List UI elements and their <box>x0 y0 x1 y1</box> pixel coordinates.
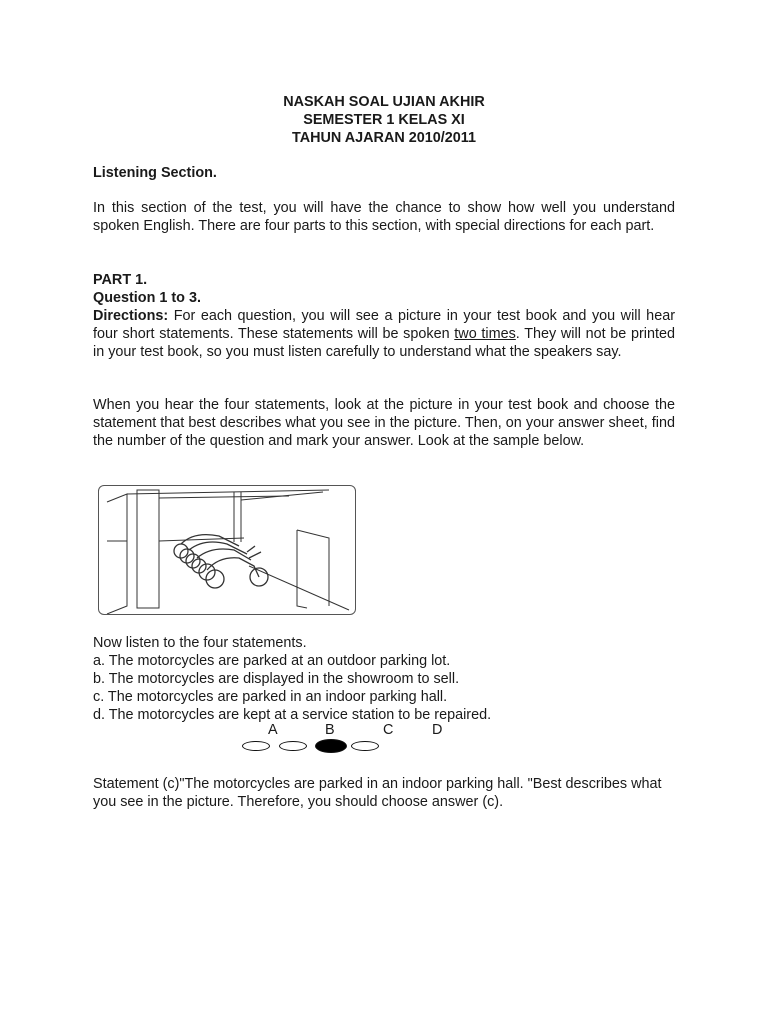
option-c: c. The motorcycles are parked in an indoor parking hall. <box>93 689 448 705</box>
instructions-paragraph: When you hear the four statements, look at the picture in your test book and choose the statement that best describes what you see in the picture. Then, on your answer sheet, find the number of the question and mark your answer. Look at the sample below. <box>93 397 675 449</box>
exam-title <box>93 93 675 147</box>
answer-letter-c: C <box>383 722 394 738</box>
title-line-3: TAHUN AJARAN 2010/2011 <box>292 130 476 146</box>
answer-bubble-4 <box>351 741 379 751</box>
option-b: b. The motorcycles are displayed in the showroom to sell. <box>93 671 460 687</box>
sample-explanation: Statement (c)"The motorcycles are parked in an indoor parking hall. "Best describes what you see in the picture. Therefore, you should choose answer (c). <box>93 776 662 810</box>
answer-bubble-3-filled <box>315 739 347 753</box>
answer-bubble-2 <box>279 741 307 751</box>
motorcycles-parking-illustration <box>98 485 356 615</box>
answer-letter-a: A <box>268 722 278 738</box>
directions-label: Directions: <box>93 308 169 324</box>
answer-letter-b: B <box>325 722 335 738</box>
sample-statements <box>93 634 675 724</box>
option-d: d. The motorcycles are kept at a service station to be repaired. <box>93 707 492 723</box>
title-line-1: NASKAH SOAL UJIAN AKHIR <box>283 94 485 110</box>
title-line-2: SEMESTER 1 KELAS XI <box>303 112 465 128</box>
statements-lead: Now listen to the four statements. <box>93 635 307 651</box>
directions-paragraph <box>93 307 675 361</box>
directions-text-post: . They will not be printed in your test book, so you must listen carefully to understand what the speakers say. <box>93 326 676 360</box>
directions-text-pre: For each question, you will see a picture in your test book and you will hear four short statements. These statements will be spoken <box>93 308 675 342</box>
option-a: a. The motorcycles are parked at an outdoor parking lot. <box>93 653 451 669</box>
part-heading: PART 1. <box>93 272 148 288</box>
intro-paragraph: In this section of the test, you will have the chance to show how well you understand spoken English. There are four parts to this section, with special directions for each part. <box>93 200 675 234</box>
section-heading: Listening Section. <box>93 165 217 181</box>
answer-letter-d: D <box>432 722 443 738</box>
answer-bubble-1 <box>242 741 270 751</box>
directions-emphasis: two times <box>454 326 516 342</box>
questions-range: Question 1 to 3. <box>93 290 201 306</box>
